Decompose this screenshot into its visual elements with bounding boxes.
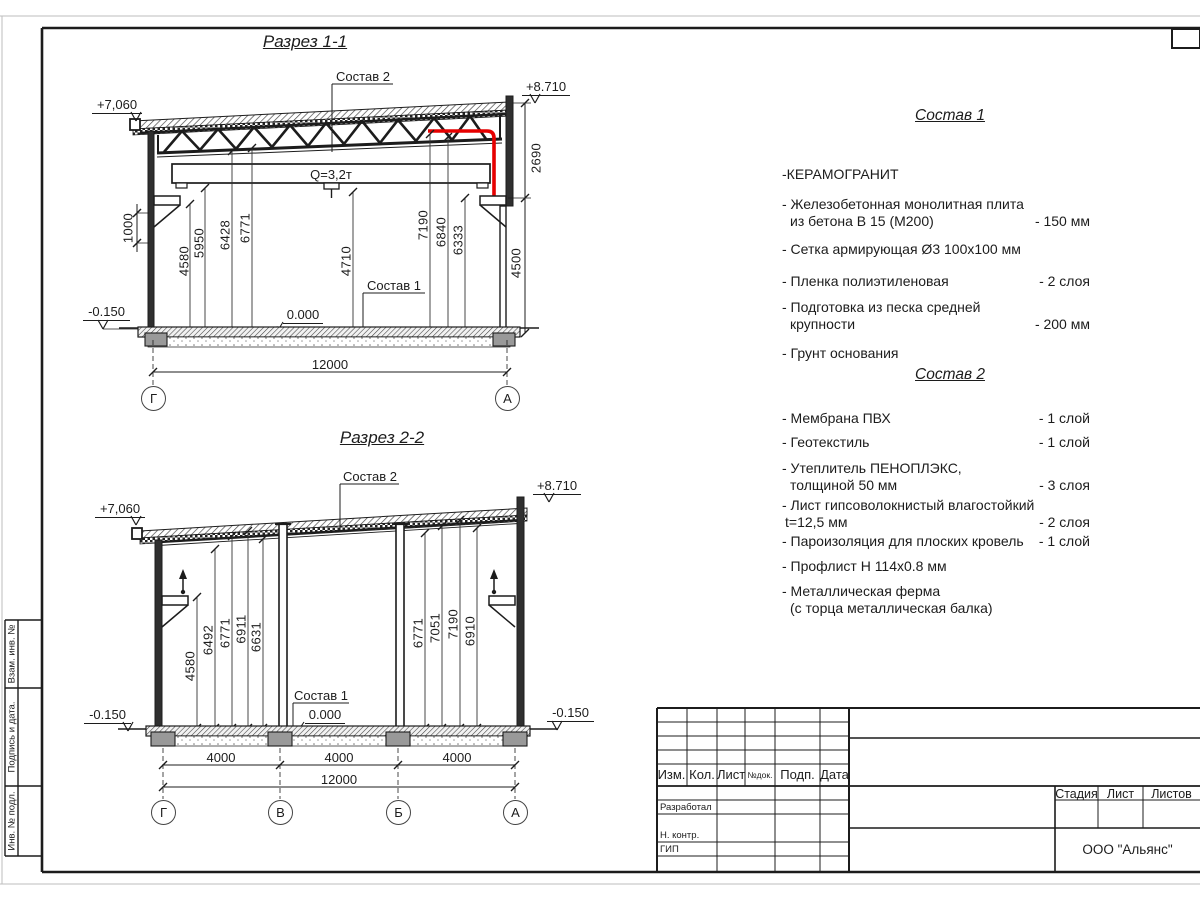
- section1-dim: 6771: [237, 212, 253, 244]
- spec2-item: [782, 497, 1090, 531]
- section2-title: Разрез 2-2: [339, 428, 425, 447]
- spec-item-text: - Грунт основания: [782, 345, 899, 361]
- section2-elev-zero: 0.000: [305, 707, 345, 724]
- section1-elev-right: +8.710: [522, 79, 570, 96]
- section1-dim: 6840: [433, 216, 449, 248]
- section1-elev-left: +7,060: [92, 97, 142, 114]
- spec1-item: [782, 273, 1090, 290]
- spec2-heading: Состав 2: [915, 366, 985, 383]
- spec2-item: [782, 533, 1090, 550]
- section2-elev-left: +7,060: [95, 501, 145, 518]
- spec1-item: [782, 299, 1090, 333]
- section2-elev-ground-left: -0.150: [84, 707, 131, 724]
- spec1-item: [782, 196, 1090, 230]
- spec-item-value: - 200 мм: [1034, 316, 1090, 332]
- section-1-1-drawing: [98, 84, 540, 385]
- side-strip-label-inv: Инв. № подл.: [6, 791, 18, 851]
- spec-item-value: - 3 слоя: [1039, 477, 1090, 493]
- spec-item-text2: толщиной 50 мм: [790, 477, 898, 493]
- section1-dim: 4580: [176, 245, 192, 277]
- section1-dim: 5950: [191, 227, 207, 259]
- axis-bubble: В: [268, 800, 293, 825]
- section2-sostav1-callout: Состав 1: [294, 688, 348, 703]
- spec2-item: [782, 460, 1090, 494]
- section1-title: Разрез 1-1: [262, 32, 348, 51]
- axis-bubble: Г: [141, 386, 166, 411]
- section1-dim-2690: 2690: [528, 142, 544, 174]
- titleblock-col-ndok: №док.: [747, 770, 773, 780]
- section2-dim: 6771: [217, 617, 233, 649]
- spec2-item: [782, 410, 1090, 427]
- section1-dim: 7190: [415, 209, 431, 241]
- spec-item-value: - 2 слоя: [1039, 273, 1090, 289]
- spec-item-text: - Мембрана ПВХ: [782, 410, 891, 426]
- spec-item-text: - Утеплитель ПЕНОПЛЭКС,: [782, 460, 962, 476]
- spec-item-text: - Профлист Н 114х0.8 мм: [782, 558, 947, 574]
- side-strip-label-podpis: Подпись и дата.: [6, 701, 18, 773]
- section1-dim: 4710: [338, 245, 354, 277]
- spec-item-text: - Пароизоляция для плоских кровель: [782, 533, 1024, 549]
- spec-item-text: - Лист гипсоволокнистый влагостойкий: [782, 497, 1035, 513]
- spec1-item: [782, 166, 1090, 183]
- spec-item-text: - Пленка полиэтиленовая: [782, 273, 949, 289]
- section2-dim: 6492: [200, 624, 216, 656]
- section1-dim: 6333: [450, 224, 466, 256]
- titleblock-row-developer: Разработал: [660, 802, 712, 813]
- spec-item-text: - Металлическая ферма: [782, 583, 941, 599]
- spec-item-text: -КЕРАМОГРАНИТ: [782, 166, 899, 182]
- spec-item-value: - 1 слой: [1038, 434, 1090, 450]
- section2-dim: 7190: [445, 608, 461, 640]
- section2-dim-total: 12000: [320, 772, 358, 787]
- section2-dim: 6771: [410, 617, 426, 649]
- section1-sostav1-callout: Состав 1: [367, 278, 421, 293]
- axis-bubble: А: [503, 800, 528, 825]
- titleblock-sheet-header: Лист: [1106, 787, 1135, 801]
- titleblock-row-gip: ГИП: [660, 844, 679, 855]
- axis-bubble: Б: [386, 800, 411, 825]
- section2-dim: 6911: [233, 614, 249, 644]
- titleblock-stage-header: Стадия: [1055, 787, 1098, 801]
- spec-item-value: - 2 слоя: [1039, 514, 1090, 530]
- section2-elev-ground-right: -0.150: [547, 705, 594, 722]
- section2-dim: 6631: [248, 621, 264, 653]
- section1-crane-capacity: Q=3,2т: [310, 167, 352, 182]
- section1-sostav2-callout: Состав 2: [336, 69, 390, 84]
- section1-dim-4500: 4500: [508, 247, 524, 279]
- section2-dim: 7051: [427, 612, 443, 644]
- spec2-item: [782, 434, 1090, 451]
- axis-bubble: А: [495, 386, 520, 411]
- spec2-item: [782, 583, 1090, 617]
- spec1-item: [782, 241, 1090, 258]
- spec2-item: [782, 558, 1090, 575]
- section2-dim-span: 4000: [206, 750, 236, 765]
- spec-item-text: - Сетка армирующая Ø3 100х100 мм: [782, 241, 1021, 257]
- section2-dim-span: 4000: [442, 750, 472, 765]
- section2-dim: 4580: [182, 650, 198, 682]
- spec1-item: [782, 345, 1090, 362]
- section1-dim: 6428: [217, 219, 233, 251]
- spec-item-value: - 1 слой: [1038, 410, 1090, 426]
- spec-item-text2: из бетона В 15 (М200): [790, 213, 934, 229]
- section2-dim-span: 4000: [324, 750, 354, 765]
- spec-item-text: - Подготовка из песка средней: [782, 299, 981, 315]
- section2-dim: 6910: [462, 615, 478, 647]
- spec-item-text2: (с торца металлическая балка): [790, 600, 993, 616]
- titleblock-sheets-header: Листов: [1151, 787, 1192, 801]
- side-strip-label-vzam: Взам. инв. №: [6, 624, 18, 684]
- section2-sostav2-callout: Состав 2: [343, 469, 397, 484]
- titleblock-col-izm: Изм.: [657, 767, 686, 782]
- section1-elev-zero: 0.000: [283, 307, 323, 324]
- spec-item-value: - 1 слой: [1038, 533, 1090, 549]
- spec-item-text: - Железобетонная монолитная плита: [782, 196, 1024, 212]
- section1-dim-total: 12000: [311, 357, 349, 372]
- section1-elev-ground: -0.150: [83, 304, 130, 321]
- spec-item-text2: крупности: [790, 316, 856, 332]
- spec-item-value: - 150 мм: [1034, 213, 1090, 229]
- titleblock-col-list: Лист: [717, 767, 746, 782]
- axis-bubble: Г: [151, 800, 176, 825]
- titleblock-company-name: ООО "Альянс": [1082, 842, 1173, 857]
- section2-elev-right: +8.710: [533, 478, 581, 495]
- titleblock-row-ncontrol: Н. контр.: [660, 830, 700, 841]
- spec-item-text2: t=12,5 мм: [785, 514, 848, 530]
- titleblock-col-podp: Подп.: [780, 767, 815, 782]
- titleblock-col-data: Дата: [820, 767, 849, 782]
- spec1-heading: Состав 1: [915, 107, 985, 124]
- section1-dim-1000: 1000: [120, 212, 136, 244]
- spec-item-text: - Геотекстиль: [782, 434, 870, 450]
- titleblock-col-kol: Кол.: [689, 767, 715, 782]
